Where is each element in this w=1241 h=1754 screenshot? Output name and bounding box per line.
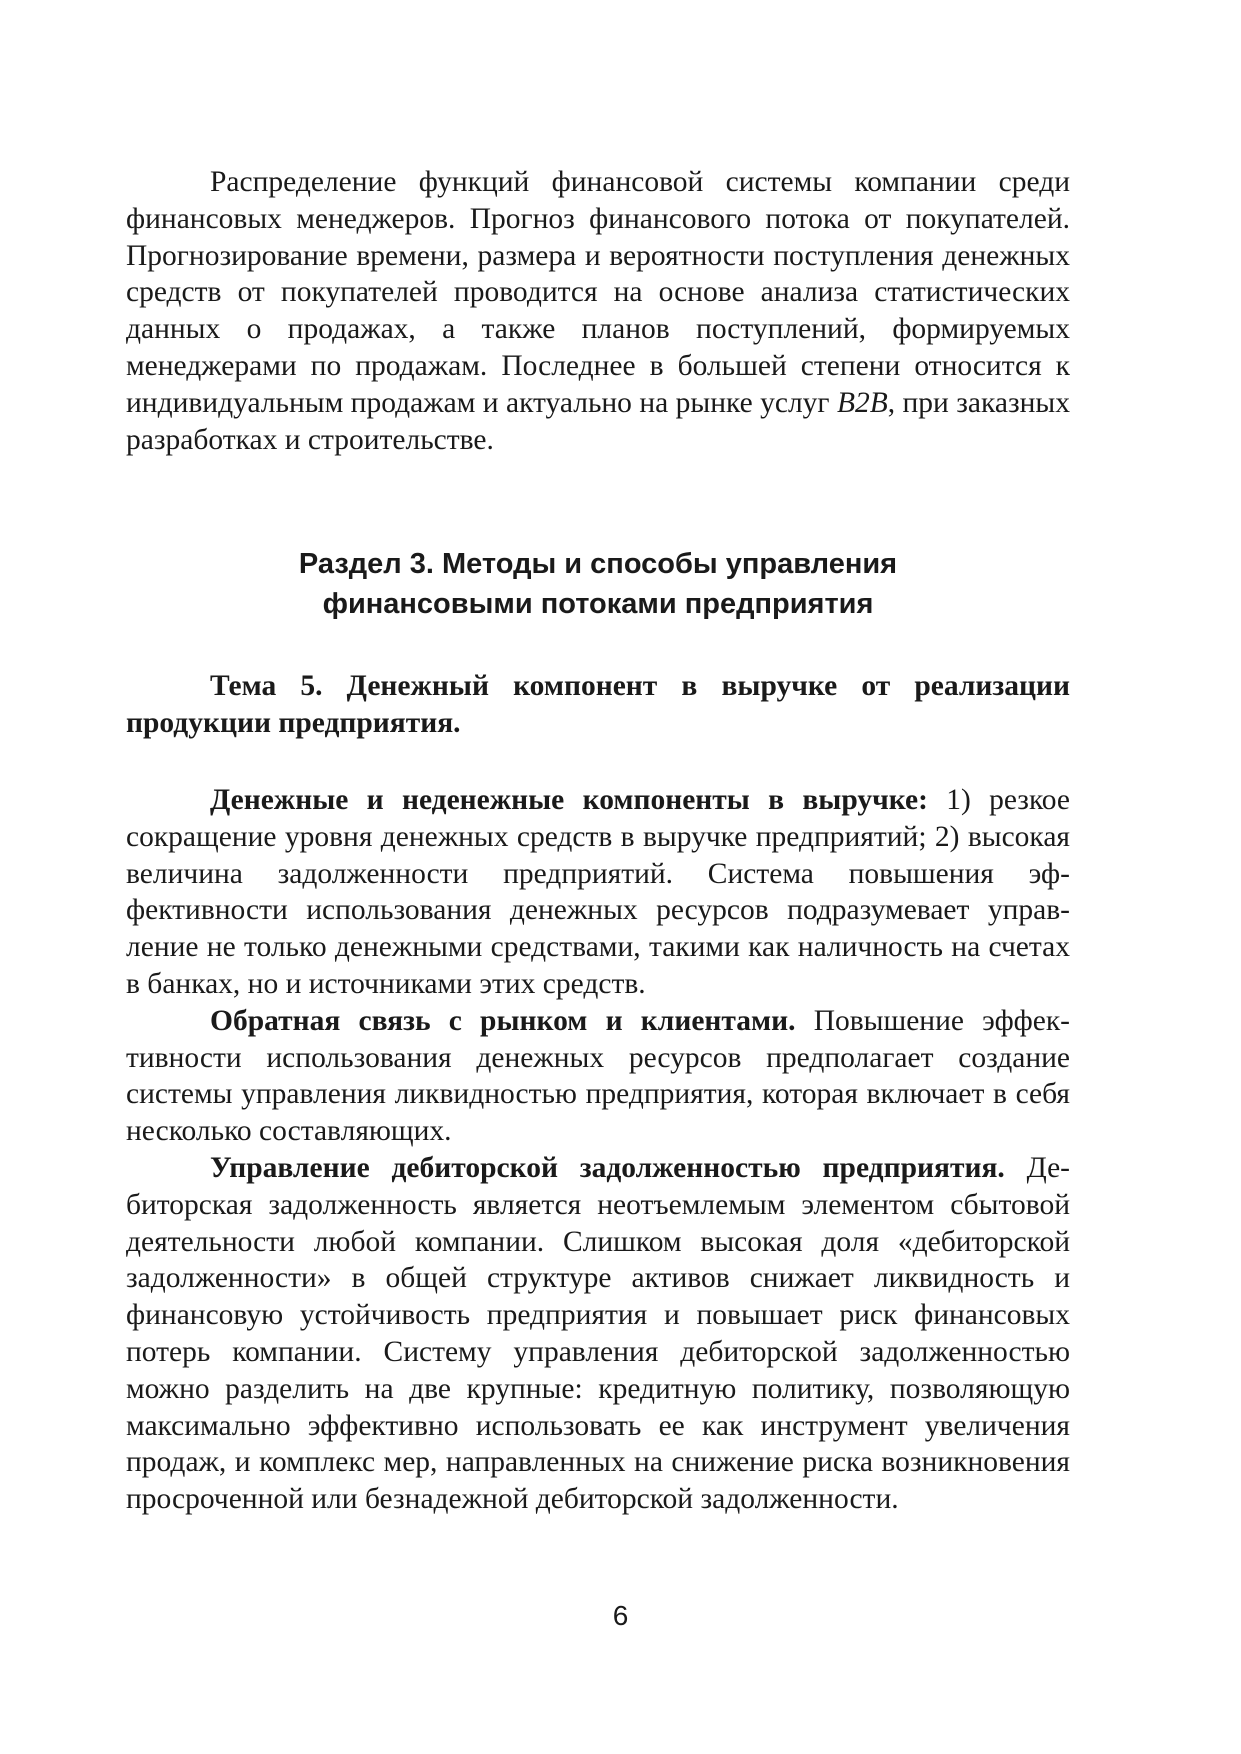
spacer	[126, 624, 1070, 668]
intro-tail: , при заказных разработках и строительстве.	[126, 386, 1070, 456]
body-paragraph-receivables	[126, 1150, 1070, 1518]
intro-text: Распределение функций финансовой системы компании среди финансовых менеджеров. Прогноз финансового потока от покупателей. Прогнозирование времени, размера и вероятности поступления денежных средств от покупателей проводится на основе анализа статистических данных о продажах, а также планов поступлений, формируемых менеджерами по продажам. Последнее в большей степени относится к индивидуальным продажам и актуально на рынке услуг	[126, 166, 1070, 419]
body-paragraph-feedback	[126, 1003, 1070, 1150]
section-title-line-1: Раздел 3. Методы и способы управления	[298, 548, 898, 581]
paragraph-text: Дебиторская задолженность является неотъемлемым элементом сбытовой деятельности любой компании. Слишком высокая доля «дебиторской задолженности» в общей структуре активов снижает ликвидность и финансовую устойчивость предприятия и повышает риск финансовых потерь компании. Систему управления дебиторской задолженностью можно разделить на две крупные: кредитную политику, позволяющую максимально эффективно использовать ее как инструмент увеличения продаж, и комплекс мер, направленных на снижение риска возникновения просроченной или безнадежной дебиторской задолженности.	[126, 1151, 1070, 1516]
paragraph-lead: Управление дебиторской задолженностью предприятия.	[210, 1151, 1005, 1184]
topic-heading: Тема 5. Денежный компонент в выручке от реализации продукции предприятия.	[126, 670, 1070, 740]
page-number: 6	[612, 1600, 629, 1631]
section-title	[126, 544, 1070, 624]
paragraph-text: 1) резкое сокращение уровня денежных средств в выручке предприятий; 2) высокая величина задолженности предприятий. Система повышения эффективности использования денежных ресурсов подразумевает управление не только денежными средствами, такими как наличность на счетах в банках, но и источниками этих средств.	[126, 783, 1070, 1000]
intro-paragraph	[126, 164, 1070, 458]
intro-italic-term: B2B	[836, 386, 888, 419]
paragraph-lead: Денежные и неденежные компоненты в выручке:	[210, 783, 928, 816]
paragraph-text: Повышение эффективности использования денежных ресурсов предполагает создание системы управления ликвидностью предприятия, которая включает в себя несколько составляющих.	[126, 1004, 1070, 1148]
body-paragraph-cash-components	[126, 782, 1070, 1003]
spacer	[126, 458, 1070, 544]
spacer	[126, 742, 1070, 782]
paragraph-lead: Обратная связь с рынком и клиентами.	[210, 1004, 796, 1037]
section-title-line-2: финансовыми потоками предприятия	[322, 588, 874, 621]
page-content	[126, 164, 1070, 1518]
